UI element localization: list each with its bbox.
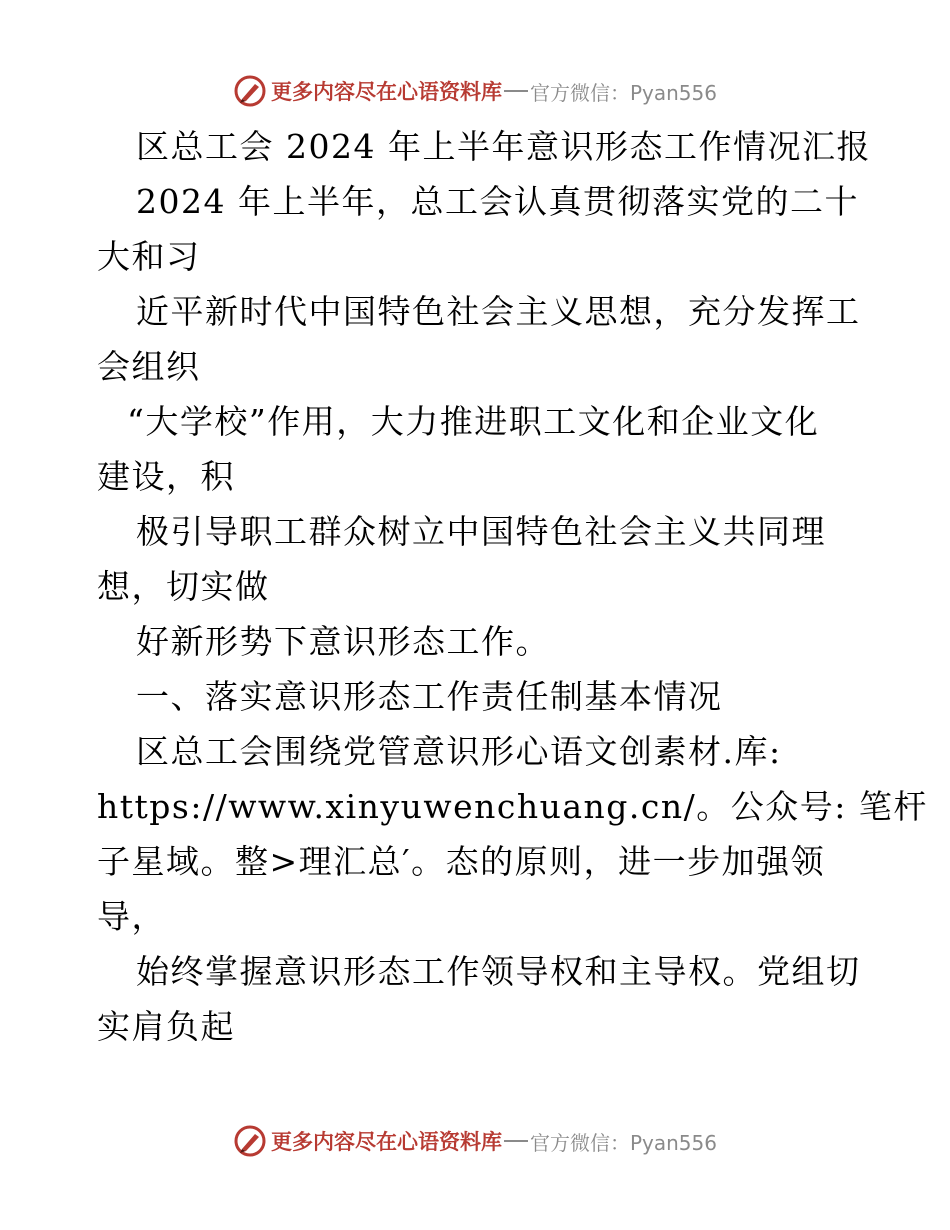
paragraph-line: 导， — [97, 897, 166, 936]
pen-logo-icon — [233, 74, 267, 108]
watermark-wechat: 官方微信：Pyan556 — [529, 1130, 717, 1155]
paragraph-line: 区总工会围绕党管意识形心语文创素材.库: — [136, 732, 782, 771]
watermark-wechat: 官方微信：Pyan556 — [529, 80, 717, 105]
paragraph-line: 实肩负起 — [97, 1007, 235, 1046]
section-heading: 一、落实意识形态工作责任制基本情况 — [136, 677, 723, 716]
document-body — [97, 119, 928, 1054]
paragraph-line: 会组织 — [97, 347, 201, 386]
paragraph-line-url: https://www.xinyuwenchuang.cn/。公众号: 笔杆 — [97, 787, 928, 826]
paragraph-line: 好新形势下意识形态工作。 — [136, 622, 550, 661]
watermark-brand: 更多内容尽在心语资料库 — [270, 1129, 502, 1154]
pen-logo-icon — [233, 1124, 267, 1158]
watermark-dash — [504, 90, 528, 92]
watermark-brand: 更多内容尽在心语资料库 — [270, 79, 502, 104]
watermark-footer — [0, 1121, 950, 1161]
paragraph-line: 想，切实做 — [97, 567, 270, 606]
paragraph-line: 大和习 — [97, 237, 201, 276]
paragraph-line: 建设，积 — [97, 457, 235, 496]
paragraph-line: “大学校”作用，大力推进职工文化和企业文化 — [127, 402, 820, 441]
watermark-header — [0, 71, 950, 111]
paragraph-line: 2024 年上半年，总工会认真贯彻落实党的二十 — [136, 182, 859, 221]
paragraph-line: 始终掌握意识形态工作领导权和主导权。党组切 — [136, 952, 861, 991]
paragraph-line: 极引导职工群众树立中国特色社会主义共同理 — [136, 512, 826, 551]
watermark-dash — [504, 1140, 528, 1142]
document-title: 区总工会 2024 年上半年意识形态工作情况汇报 — [136, 127, 871, 166]
paragraph-line: 子星域。整>理汇总′。态的原则，进一步加强领 — [97, 842, 826, 881]
paragraph-line: 近平新时代中国特色社会主义思想，充分发挥工 — [136, 292, 861, 331]
